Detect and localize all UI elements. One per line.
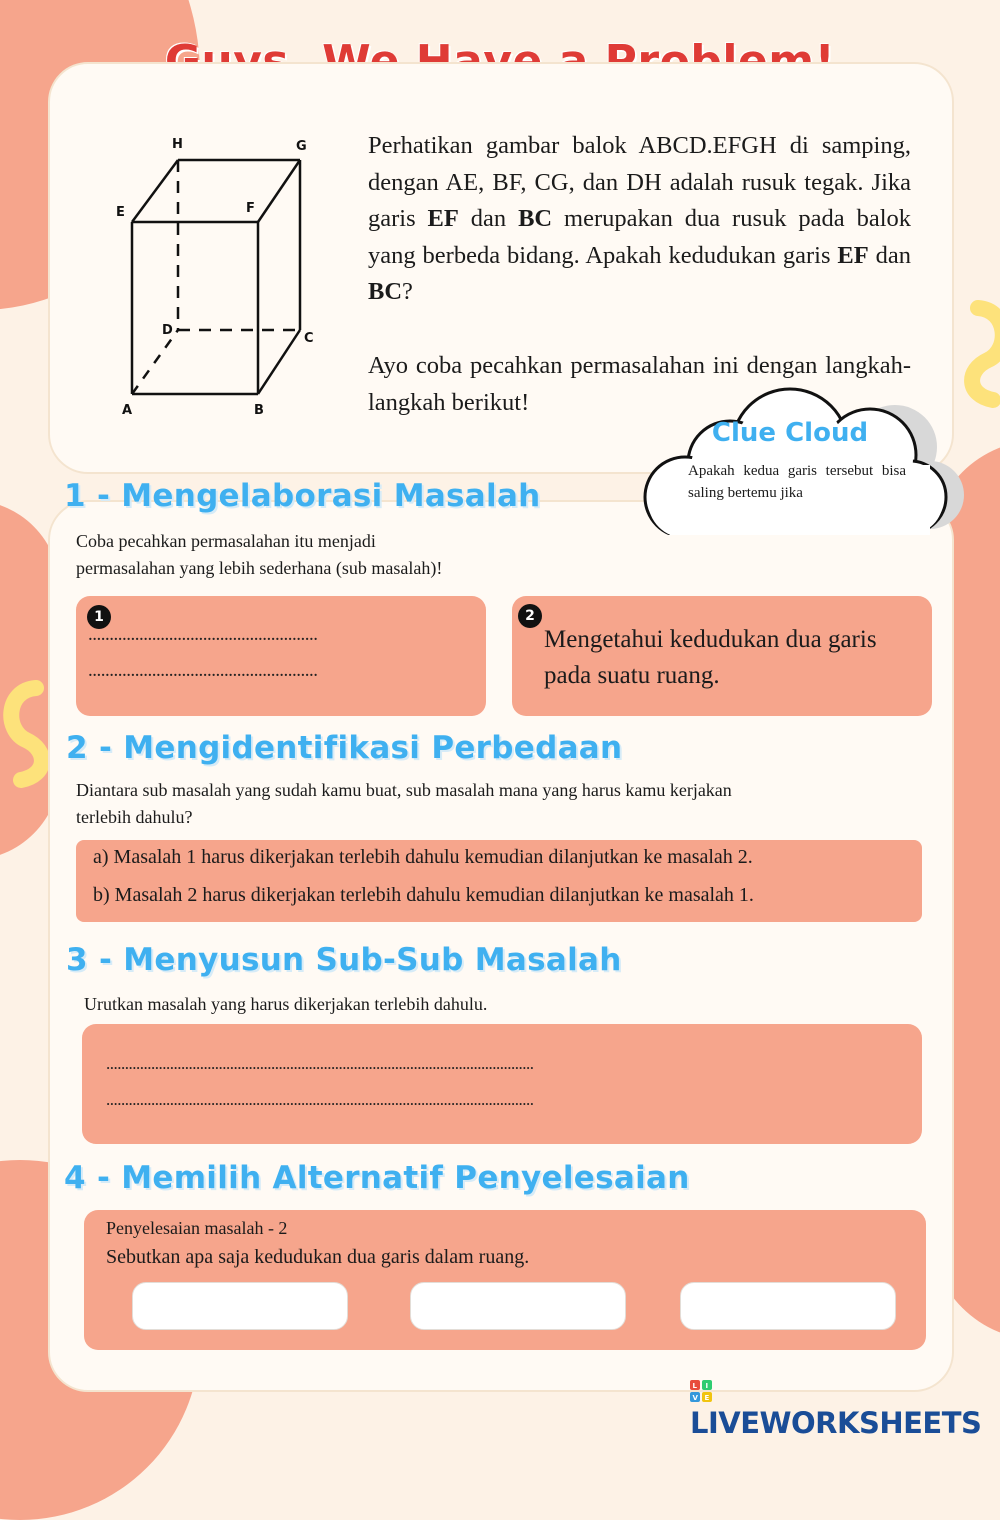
section3-answer-line2[interactable]: .................................................................................................................. xyxy=(106,1090,534,1109)
vertex-label-c: C xyxy=(304,331,314,346)
sub-problem-box-1 xyxy=(76,596,486,716)
sub-problem-1-line1[interactable]: ...................................................... xyxy=(88,624,318,645)
section4-instruction: Sebutkan apa saja kedudukan dua garis dalam ruang. xyxy=(106,1246,530,1268)
section1-heading: 1 - Mengelaborasi Masalah xyxy=(64,478,541,514)
section4-box xyxy=(84,1210,926,1350)
logo-mark-letter-l: L xyxy=(692,1382,697,1390)
vertex-label-b: B xyxy=(254,403,264,418)
vertex-label-h: H xyxy=(172,137,183,152)
answer-input-3[interactable] xyxy=(680,1282,896,1330)
edge-eh xyxy=(132,160,178,222)
section3-answer-box xyxy=(82,1024,922,1144)
number-badge-2: 2 xyxy=(518,604,542,628)
vertex-label-f: F xyxy=(246,201,255,216)
logo-mark-letter-v: V xyxy=(692,1394,698,1402)
sub-problem-box-2 xyxy=(512,596,932,716)
section3-heading: 3 - Menyusun Sub-Sub Masalah xyxy=(66,942,622,978)
sub-problem-2-line1: Mengetahui kedudukan dua garis xyxy=(544,626,877,653)
section2-heading: 2 - Mengidentifikasi Perbedaan xyxy=(66,730,623,766)
section2-instruction-line1: Diantara sub masalah yang sudah kamu buat, sub masalah mana yang harus kamu kerjakan xyxy=(76,780,732,800)
section4-subtitle: Penyelesaian masalah - 2 xyxy=(106,1218,288,1238)
liveworksheets-logo xyxy=(690,1372,1000,1440)
option-a[interactable]: a) Masalah 1 harus dikerjakan terlebih dahulu kemudian dilanjutkan ke masalah 2. xyxy=(93,846,753,868)
sub-problem-1-line2[interactable]: ...................................................... xyxy=(88,660,318,681)
option-b[interactable]: b) Masalah 2 harus dikerjakan terlebih dahulu kemudian dilanjutkan ke masalah 1. xyxy=(93,884,754,906)
section1-instruction-line2: permasalahan yang lebih sederhana (sub masalah)! xyxy=(76,558,443,578)
intro-paragraph-2: Ayo coba pecahkan permasalahan ini dengan langkah-langkah berikut! xyxy=(368,352,911,416)
answer-input-2[interactable] xyxy=(410,1282,626,1330)
number-badge-1: 1 xyxy=(87,605,111,629)
logo-mark-letter-e: E xyxy=(704,1394,709,1402)
liveworksheets-logo-text: LIVEWORKSHEETS xyxy=(690,1406,982,1440)
vertex-label-a: A xyxy=(122,403,133,418)
intro-paragraph-1: Perhatikan gambar balok ABCD.EFGH di samping, dengan AE, BF, CG, dan DH adalah rusuk tegak. Jika garis EF dan BC merupakan dua rusuk pada balok yang berbeda bidang. Apakah kedudukan garis EF dan BC? xyxy=(368,132,912,305)
section3-answer-line1[interactable]: .................................................................................................................. xyxy=(106,1054,534,1073)
edge-ad-hidden xyxy=(132,330,178,394)
vertex-label-d: D xyxy=(162,323,173,338)
edge-bc xyxy=(258,330,300,394)
clue-cloud-title: Clue Cloud xyxy=(711,418,869,448)
cuboid-figure xyxy=(110,130,330,430)
section3-instruction: Urutkan masalah yang harus dikerjakan terlebih dahulu. xyxy=(84,994,488,1014)
answer-input-1[interactable] xyxy=(132,1282,348,1330)
sub-problem-2-line2: pada suatu ruang. xyxy=(544,662,720,689)
edge-fg xyxy=(258,160,300,222)
liveworksheets-logo-icon xyxy=(690,1380,712,1402)
vertex-label-e: E xyxy=(116,205,125,220)
clue-cloud-text: Apakah kedua garis tersebut bisa saling bertemu jika xyxy=(688,463,906,501)
vertex-label-g: G xyxy=(296,139,307,154)
logo-mark-letter-i: I xyxy=(705,1382,708,1390)
section1-instruction-line1: Coba pecahkan permasalahan itu menjadi xyxy=(76,531,376,551)
section2-instruction-line2: terlebih dahulu? xyxy=(76,807,193,827)
section4-heading: 4 - Memilih Alternatif Penyelesaian xyxy=(64,1160,690,1196)
